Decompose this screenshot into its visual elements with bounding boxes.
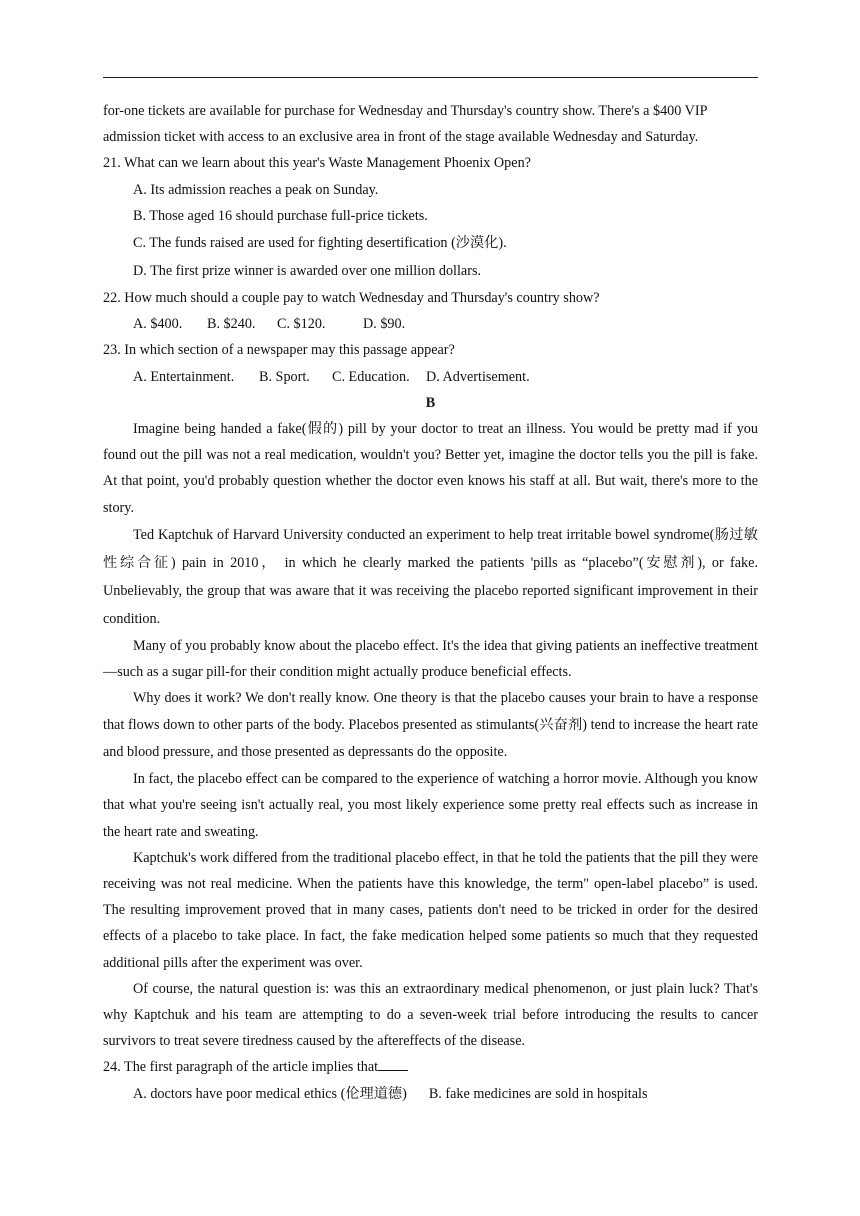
option-c: C. Education.	[332, 368, 410, 385]
question-stem: 21. What can we learn about this year's Waste Management Phoenix Open?	[103, 155, 531, 172]
passage-b	[103, 416, 758, 1054]
section-heading: B	[425, 394, 436, 411]
question-21	[103, 150, 758, 285]
passage-paragraph: Many of you probably know about the placebo effect. It's the idea that giving patients an ineffective treatment —such as a sugar pill-for their condition might actually produce beneficial effects.	[103, 637, 758, 681]
passage-paragraph: Why does it work? We don't really know. One theory is that the placebo causes your brain to have a response that flows down to other parts of the body. Placebos presented as stimulants(兴奋剂) tend to increase the heart rate and blood pressure, and those presented as depressants do the opposite.	[103, 690, 758, 761]
option-a: A. $400.	[133, 316, 183, 333]
passage-paragraph: In fact, the placebo effect can be compared to the experience of watching a horror movie. Although you know that what you're seeing isn't actually real, you most likely experience some pretty real effects such as increase in the heart rate and sweating.	[103, 771, 758, 840]
top-paragraph	[103, 98, 758, 150]
question-23	[103, 337, 758, 389]
passage-paragraph: Imagine being handed a fake(假的) pill by your doctor to treat an illness. You would be pretty mad if you found out the pill was not a real medication, wouldn't you? Better yet, imagine the doctor tells you the pill is fake. At that point, you'd probably question whether the doctor even knows his staff at all. But wait, there's more to the story.	[103, 421, 758, 516]
question-stem-text: 24. The first paragraph of the article implies that	[103, 1059, 379, 1076]
header-rule	[103, 77, 758, 78]
option-d: D. $90.	[363, 316, 406, 333]
text-line: for-one tickets are available for purchase for Wednesday and Thursday's country show. There's a $400 VIP	[103, 103, 708, 119]
option-b: B. Those aged 16 should purchase full-price tickets.	[133, 207, 428, 224]
option-a: A. Its admission reaches a peak on Sunday.	[133, 181, 379, 198]
option-b: B. fake medicines are sold in hospitals	[428, 1085, 648, 1102]
passage-paragraph: Kaptchuk's work differed from the traditional placebo effect, in that he told the patients that the pill they were receiving was not real medicine. When the patients have this knowledge, the term" open-label placebo” is used. The resulting improvement proved that in many cases, patients don't need to be tricked in order for the desired effects of a placebo to take place. In fact, the fake medication helped some patients so much that they requested additional pills after the experiment was over.	[103, 849, 758, 971]
options-row	[103, 364, 758, 390]
option-a: A. doctors have poor medical ethics (伦理道德)	[133, 1085, 407, 1102]
options-row	[103, 311, 758, 337]
options-row	[103, 1081, 758, 1107]
question-24	[103, 1054, 758, 1106]
option-d: D. The first prize winner is awarded over one million dollars.	[133, 263, 482, 280]
text-line: admission ticket with access to an exclusive area in front of the stage available Wednesday and Saturday.	[103, 129, 699, 146]
option-a: A. Entertainment.	[133, 368, 235, 385]
option-b: B. Sport.	[259, 368, 310, 385]
question-stem	[103, 1054, 758, 1080]
passage-paragraph: Ted Kaptchuk of Harvard University conducted an experiment to help treat irritable bowel syndrome(肠过敏性综合征) pain in 2010， in which he clearly marked the patients 'pills as “placebo”(安慰剂), or fake. Unbelievably, the group that was aware that it was receiving the placebo reported significant improvement in their condition.	[103, 526, 758, 627]
question-22	[103, 285, 758, 337]
option-c: C. $120.	[277, 316, 326, 333]
answer-blank	[378, 1056, 408, 1071]
option-b: B. $240.	[207, 316, 256, 333]
passage-paragraph: Of course, the natural question is: was this an extraordinary medical phenomenon, or just plain luck? That's why Kaptchuk and his team are attempting to do a seven-week trial before introducing the results to cancer survivors to treat severe tiredness caused by the aftereffects of the disease.	[103, 980, 758, 1050]
question-stem: 22. How much should a couple pay to watch Wednesday and Thursday's country show?	[103, 290, 600, 307]
document-page	[103, 98, 758, 1107]
option-c: C. The funds raised are used for fighting desertification (沙漠化).	[133, 235, 507, 252]
question-stem: 23. In which section of a newspaper may this passage appear?	[103, 342, 455, 359]
option-d: D. Advertisement.	[426, 368, 530, 385]
